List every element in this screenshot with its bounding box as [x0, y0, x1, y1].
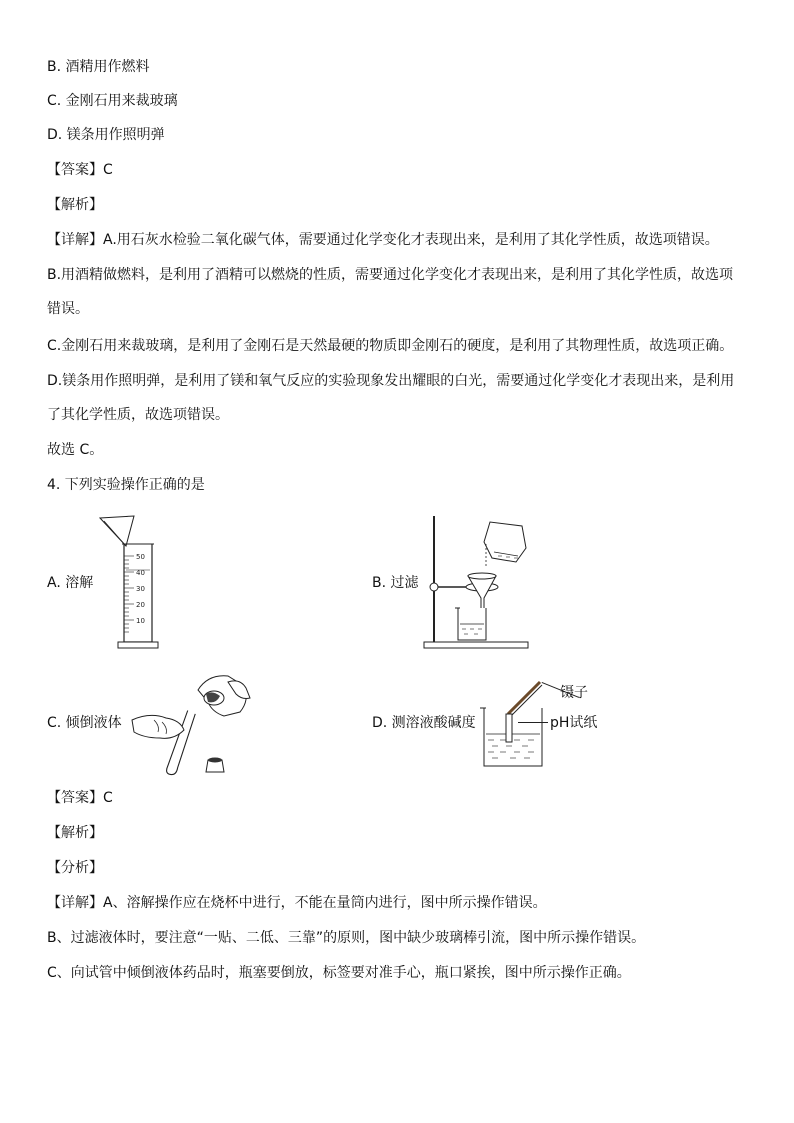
tick-label: 20: [136, 601, 145, 609]
graduated-cylinder-figure: [96, 512, 166, 657]
detail-b-2: 错误。: [47, 301, 89, 317]
tick-label: 40: [136, 569, 145, 577]
ph-paper-label: pH试纸: [550, 715, 598, 731]
detail-b-2-text: B、过滤液体时，要注意“一贴、二低、三靠”的原则，图中缺少玻璃棒引流，图中所示操作错误。: [47, 930, 646, 946]
option-c-label: C. 倾倒液体: [47, 715, 122, 731]
analysis-label-2: 【解析】: [47, 825, 103, 841]
pouring-liquid-figure: [128, 668, 258, 778]
option-a-label: A. 溶解: [47, 575, 94, 591]
option-b-label: B. 过滤: [372, 575, 419, 591]
analysis-label: 【解析】: [47, 197, 103, 213]
tick-label: 30: [136, 585, 145, 593]
detail-d-1: D.镁条用作照明弹，是利用了镁和氧气反应的实验现象发出耀眼的白光，需要通过化学变化才表现出来，是利用: [47, 373, 735, 389]
answer-label: 【答案】C: [47, 162, 113, 178]
detail-c-2: C、向试管中倾倒液体药品时，瓶塞要倒放，标签要对准手心，瓶口紧挨，图中所示操作正确。: [47, 965, 631, 981]
detail-c: C.金刚石用来裁玻璃，是利用了金刚石是天然最硬的物质即金刚石的硬度，是利用了其物理性质，故选项正确。: [47, 338, 734, 354]
answer-label-2: 【答案】C: [47, 790, 113, 806]
option-b-text: B. 酒精用作燃料: [47, 59, 150, 75]
option-d-text: D. 镁条用作照明弹: [47, 127, 165, 143]
tick-label: 10: [136, 617, 145, 625]
filtration-figure: [418, 512, 538, 652]
conclusion: 故选 C。: [47, 442, 104, 458]
option-d-label: D. 测溶液酸碱度: [372, 715, 476, 731]
detail-a: 【详解】A.用石灰水检验二氧化碳气体，需要通过化学变化才表现出来，是利用了其化学性质，故选项错误。: [47, 232, 719, 248]
option-c-text: C. 金刚石用来裁玻璃: [47, 93, 178, 109]
detail-b-1: B.用酒精做燃料，是利用了酒精可以燃烧的性质，需要通过化学变化才表现出来，是利用了其化学性质，故选项: [47, 267, 734, 283]
analysis-subtitle: 【分析】: [47, 860, 103, 876]
detail-a-2: 【详解】A、溶解操作应在烧杯中进行，不能在量筒内进行，图中所示操作错误。: [47, 895, 547, 911]
tick-label: 50: [136, 553, 145, 561]
detail-d-2: 了其化学性质，故选项错误。: [47, 407, 229, 423]
ph-test-figure: [478, 676, 558, 772]
question-4: 4. 下列实验操作正确的是: [47, 477, 205, 493]
ph-paper-leader-line: [518, 722, 548, 723]
tweezers-label: 镊子: [560, 685, 588, 701]
